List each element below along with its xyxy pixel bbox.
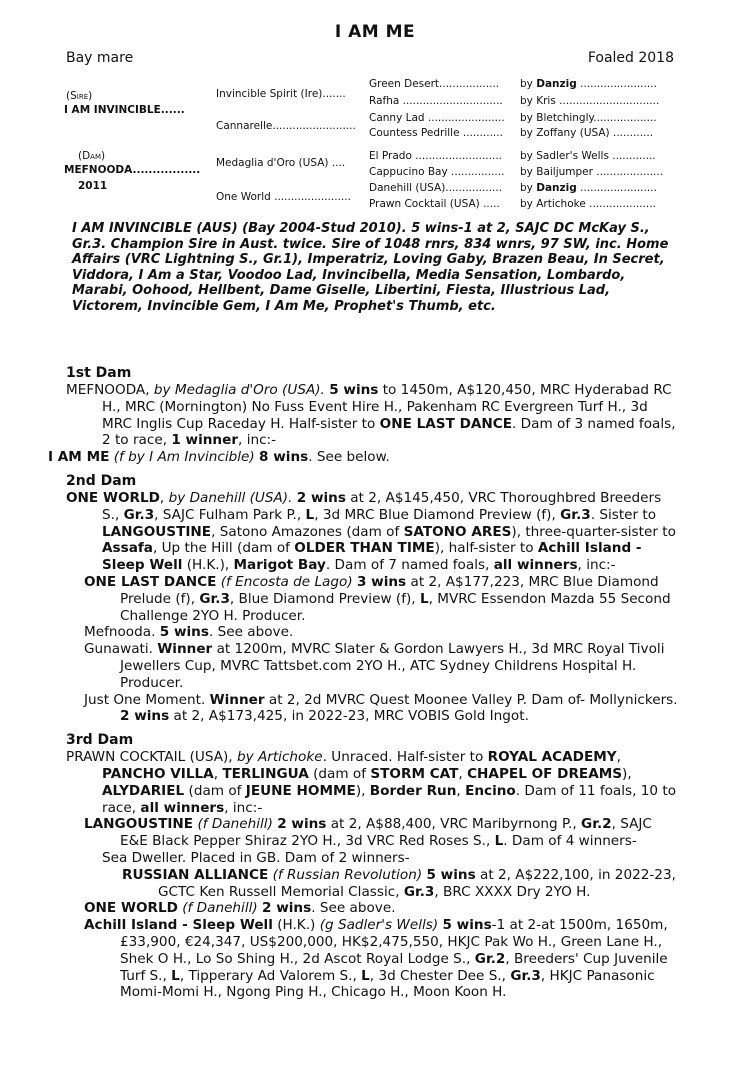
gen2-sire-dam: Cannarelle......................... [216, 120, 356, 132]
gen3-1: Green Desert.................. [369, 78, 500, 90]
gen3-7: Danehill (USA)................. [369, 182, 503, 194]
second-dam-heading: 2nd Dam [66, 472, 137, 489]
sire-name: I AM INVINCIBLE...... [64, 104, 185, 116]
second-dam-section [66, 473, 678, 725]
gen3-8: Prawn Cocktail (USA) ..... [369, 198, 500, 210]
langoustine-entry: LANGOUSTINE (f Danehill) 2 wins at 2, A$88,400, VRC Maribyrnong P., Gr.2, SAJC E&E Black Pepper Shiraz 2YO H., 3d VRC Red Roses S., L. Dam of 4 winners- [84, 816, 652, 850]
sire-label: (Sire) [66, 90, 93, 102]
gen2-dam-sire: Medaglia d'Oro (USA) .... [216, 157, 346, 169]
gen3-6: Cappucino Bay ................ [369, 166, 505, 178]
gen2-dam-dam: One World ....................... [216, 191, 351, 203]
dam-name: MEFNOODA................. [64, 164, 201, 176]
sire-summary: I AM INVINCIBLE (AUS) (Bay 2004-Stud 2010). 5 wins-1 at 2, SAJC DC McKay S., Gr.3. Champion Sire in Aust. twice. Sire of 1048 rnrs, 834 wnrs, 97 SW, inc. Home Affairs (VRC Lightning S., Gr.1), Imperatriz, Loving Gaby, Brazen Beau, In Secret, Viddora, I Am a Star, Voodoo Lad, Invincibella, Media Sensation, Lombardo, Marabi, Oohood, Hellbent, Dame Giselle, Libertini, Fiesta, Illustrious Lad, Victorem, Invincible Gem, I Am Me, Prophet's Thumb, etc. [72, 221, 669, 314]
one-world-entry: ONE WORLD, by Danehill (USA). 2 wins at 2, A$145,450, VRC Thoroughbred Breeders S., Gr.3, SAJC Fulham Park P., L, 3d MRC Blue Diamond Preview (f), Gr.3. Sister to LANGOUSTINE, Satono Amazones (dam of SATONO ARES), three-quarter-sister to Assafa, Up the Hill (dam of OLDER THAN TIME), half-sister to Achill Island - Sleep Well (H.K.), Marigot Bay. Dam of 7 named foals, all winners, inc:- [66, 489, 676, 574]
gen4-3: by Bletchingly................... [520, 112, 657, 124]
third-dam-section [66, 732, 678, 1001]
achill-island-entry: Achill Island - Sleep Well (H.K.) (g Sadler's Wells) 5 wins-1 at 2-at 1500m, 1650m, £33,900, €24,347, US$200,000, HK$2,475,550, HKJC Pak Wo H., Green Lane H., Shek O H., Lo So Shing H., 2d Ascot Royal Lodge S., Gr.2, Breeders' Cup Juvenile Turf S., L, Tipperary Ad Valorem S., L, 3d Chester Dee S., Gr.3, HKJC Panasonic Momi-Momi H., Ngong Ping H., Chicago H., Moon Koon H. [84, 917, 668, 1001]
gen3-2: Rafha .............................. [369, 95, 503, 107]
family-body [48, 365, 678, 1008]
first-dam-heading: 1st Dam [66, 365, 132, 381]
foaled-year: Foaled 2018 [587, 50, 674, 66]
gen4-6: by Bailjumper .................... [520, 166, 664, 178]
gen3-3: Canny Lad ....................... [369, 112, 505, 124]
one-world-ref-entry: ONE WORLD (f Danehill) 2 wins. See above. [84, 900, 396, 917]
gen4-1: by Danzig ....................... [520, 78, 657, 90]
dam-label: (Dam) [78, 150, 106, 162]
just-one-moment-entry: Just One Moment. Winner at 2, 2d MVRC Quest Moonee Valley P. Dam of- Mollynickers. 2 wins at 2, A$173,425, in 2022-23, MRC VOBIS Gold Ingot. [84, 691, 678, 725]
first-dam-section [48, 365, 678, 466]
gen4-5: by Sadler's Wells ............. [520, 150, 656, 162]
gen3-4: Countess Pedrille ............ [369, 127, 503, 139]
color-sex: Bay mare [66, 50, 134, 66]
gen4-7: by Danzig ....................... [520, 182, 657, 194]
prawn-cocktail-entry: PRAWN COCKTAIL (USA), by Artichoke. Unraced. Half-sister to ROYAL ACADEMY, PANCHO VILLA, TERLINGUA (dam of STORM CAT, CHAPEL OF DREAMS), ALYDARIEL (dam of JEUNE HOMME), Border Run, Encino. Dam of 11 foals, 10 to race, all winners, inc:- [66, 749, 677, 816]
i-am-me-entry: I AM ME (f by I Am Invincible) 8 wins. See below. [48, 449, 390, 466]
gen3-5: El Prado .......................... [369, 150, 502, 162]
pedigree-table [60, 78, 690, 213]
gunawati-entry: Gunawati. Winner at 1200m, MVRC Slater & Gordon Lawyers H., 3d MRC Royal Tivoli Jewellers Cup, MVRC Tattsbet.com 2YO H., ATC Sydney Childrens Hospital H. Producer. [84, 641, 665, 691]
page-title: I AM ME [334, 22, 416, 42]
one-last-dance-entry: ONE LAST DANCE (f Encosta de Lago) 3 wins at 2, A$177,223, MRC Blue Diamond Prelude (f), Gr.3, Blue Diamond Preview (f), L, MVRC Essendon Mazda 55 Second Challenge 2YO H. Producer. [84, 573, 671, 624]
dam-year: 2011 [78, 180, 108, 192]
third-dam-heading: 3rd Dam [66, 732, 134, 749]
gen4-2: by Kris .............................. [520, 95, 660, 107]
gen4-8: by Artichoke .................... [520, 198, 656, 210]
gen2-sire-sire: Invincible Spirit (Ire)....... [216, 88, 346, 100]
sea-dweller-entry: Sea Dweller. Placed in GB. Dam of 2 winners- [102, 849, 410, 866]
mefnooda-entry: MEFNOODA, by Medaglia d'Oro (USA). 5 wins to 1450m, A$120,450, MRC Hyderabad RC H., MRC (Mornington) No Fuss Event Hire H., Pakenham RC Evergreen Turf H., 3d MRC Inglis Cup Raceday H. Half-sister to ONE LAST DANCE. Dam of 3 named foals, 2 to race, 1 winner, inc:- [66, 382, 676, 449]
gen4-4: by Zoffany (USA) ............ [520, 127, 654, 139]
mefnooda-ref-entry: Mefnooda. 5 wins. See above. [84, 624, 294, 641]
russian-alliance-entry: RUSSIAN ALLIANCE (f Russian Revolution) 5 wins at 2, A$222,100, in 2022-23, GCTC Ken Russell Memorial Classic, Gr.3, BRC XXXX Dry 2YO H. [122, 866, 676, 900]
